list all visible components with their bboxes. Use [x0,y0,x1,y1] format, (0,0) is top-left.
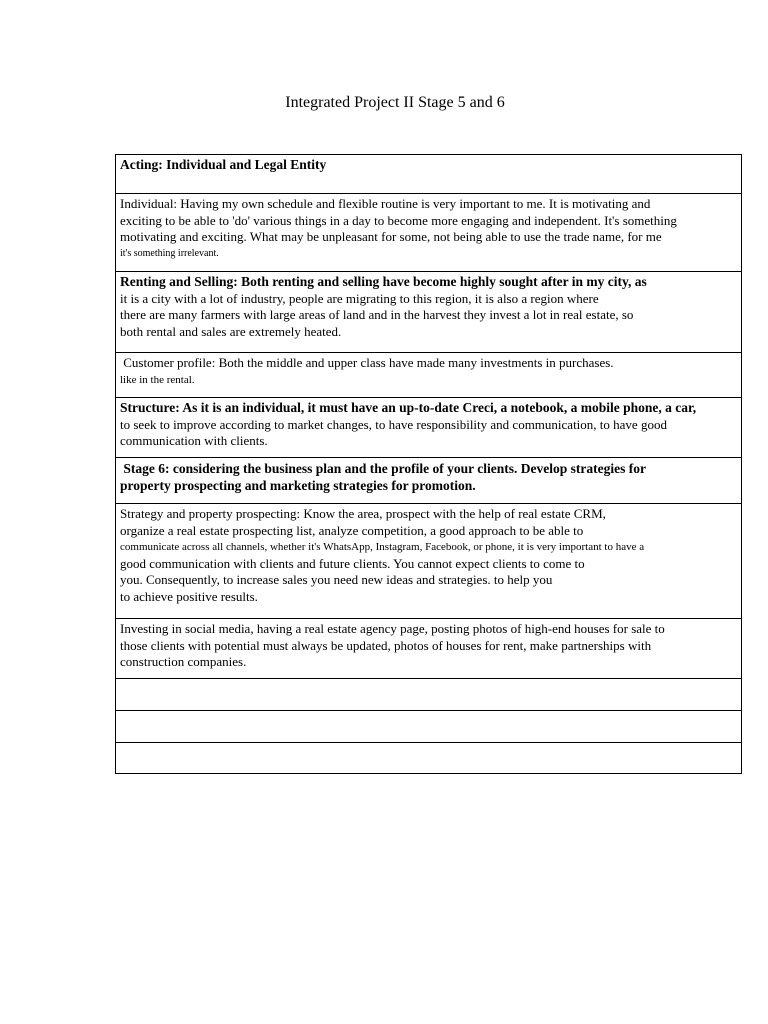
text-line: it is a city with a lot of industry, people are migrating to this region, it is also a region where [120,290,599,306]
text-line: it's something irrelevant. [120,247,219,259]
text-line: both rental and sales are extremely heated. [120,323,342,339]
text-line: to seek to improve according to market changes, to have responsibility and communication, to have good [120,416,667,432]
text-line: Customer profile: Both the middle and upper class have made many investments in purchases. [120,355,614,370]
stage6-heading-line2: property prospecting and marketing strategies for promotion. [120,477,476,493]
structure-heading: Structure: As it is an individual, it must have an up-to-date Creci, a notebook, a mobile phone, a car, [120,400,697,415]
social-cell [116,619,742,679]
text-line: like in the rental. [120,373,195,386]
acting-cell [116,155,742,194]
text-line: good communication with clients and future clients. You cannot expect clients to come to [120,555,585,571]
empty-cell [116,743,742,774]
stage6-heading: Stage 6: considering the business plan and the profile of your clients. Develop strategies for [120,461,646,476]
text-line: to achieve positive results. [120,588,258,604]
table-row [116,458,742,504]
table-row [116,194,742,272]
text-line: those clients with potential must always be updated, photos of houses for rent, make partnerships with [120,637,652,653]
text-line: there are many farmers with large areas of land and in the harvest they invest a lot in real estate, so [120,307,634,322]
text-line: Strategy and property prospecting: Know the area, prospect with the help of real estate CRM, [120,506,606,521]
renting-heading: Renting and Selling: Both renting and selling have become highly sought after in my city, as [120,274,647,289]
document-title: Integrated Project II Stage 5 and 6 [285,94,505,111]
text-line: organize a real estate prospecting list, analyze competition, a good approach to be able to [120,522,584,538]
text-line: exciting to be able to 'do' various things in a day to become more engaging and independent. It's something [120,212,677,228]
text-line: Individual: Having my own schedule and flexible routine is very important to me. It is motivating and [120,196,651,211]
strategy-cell [116,504,742,619]
table-row [116,272,742,353]
text-line: motivating and exciting. What may be unpleasant for some, not being able to use the trade name, for me [120,229,662,244]
renting-cell [116,272,742,353]
text-line: communication with clients. [120,433,268,448]
individual-cell [116,194,742,272]
empty-cell [116,679,742,711]
empty-cell [116,711,742,743]
text-line: communicate across all channels, whether it's WhatsApp, Instagram, Facebook, or phone, it is very important to have a [120,541,645,553]
table-row [116,353,742,398]
text-line: construction companies. [120,654,247,669]
empty-row [116,711,742,743]
empty-row [116,679,742,711]
table-row [116,619,742,679]
structure-cell [116,398,742,458]
table-row [116,504,742,619]
table-row [116,155,742,194]
text-line: you. Consequently, to increase sales you need new ideas and strategies. to help you [120,572,553,587]
customer-cell [116,353,742,398]
acting-heading: Acting: Individual and Legal Entity [120,157,327,172]
table-row [116,398,742,458]
empty-row [116,743,742,774]
stage6-cell [116,458,742,504]
text-line: Investing in social media, having a real estate agency page, posting photos of high-end houses for sale to [120,621,665,636]
project-table [115,154,742,774]
